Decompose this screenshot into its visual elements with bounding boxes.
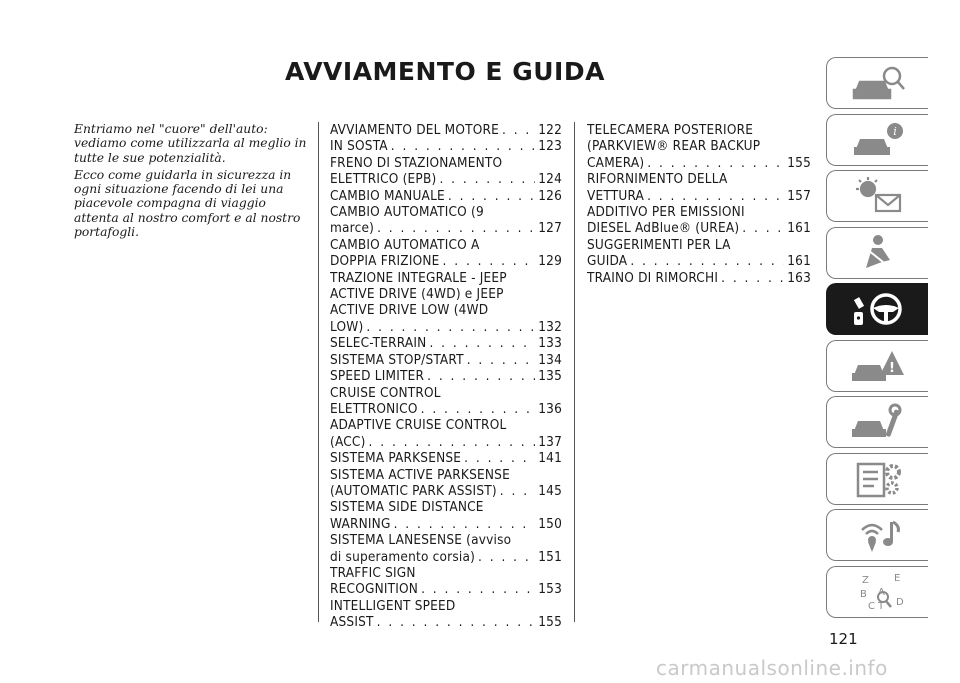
toc-page-number: 127 bbox=[538, 220, 562, 237]
toc-page-number: 157 bbox=[787, 187, 811, 204]
toc-entry-title: TRAINO DI RIMORCHI bbox=[587, 269, 719, 286]
toc-entry-last-line bbox=[330, 352, 562, 368]
toc-entry-last-line bbox=[330, 434, 562, 450]
toc-entry[interactable] bbox=[587, 270, 811, 286]
toc-entry-title: RECOGNITION bbox=[330, 581, 419, 598]
toc-entry-title: ELETTRICO (EPB) bbox=[330, 171, 437, 188]
dot-leader bbox=[369, 434, 536, 450]
toc-entry[interactable] bbox=[330, 450, 562, 466]
toc-entry-last-line bbox=[330, 138, 562, 154]
toc-entry-title: DOPPIA FRIZIONE bbox=[330, 253, 440, 270]
toc-entry[interactable] bbox=[330, 138, 562, 154]
dot-leader bbox=[467, 352, 536, 368]
tab-warning-lights[interactable] bbox=[826, 170, 928, 222]
toc-page-number: 150 bbox=[538, 515, 562, 532]
toc-page-number: 123 bbox=[538, 138, 562, 155]
toc-entry-last-line bbox=[330, 581, 562, 597]
toc-entry[interactable] bbox=[330, 385, 562, 418]
toc-page-number: 126 bbox=[538, 187, 562, 204]
toc-entry-title: SPEED LIMITER bbox=[330, 368, 425, 385]
toc-entry-title: ASSIST bbox=[330, 614, 374, 631]
tab-index[interactable] bbox=[826, 566, 928, 618]
multimedia-music-icon bbox=[848, 514, 908, 556]
svg-text:!: ! bbox=[888, 360, 895, 376]
toc-entry-title: LOW) bbox=[330, 318, 364, 335]
index-letter: E bbox=[893, 572, 900, 584]
tab-starting-and-driving[interactable] bbox=[826, 283, 928, 335]
dot-leader bbox=[443, 253, 536, 269]
toc-page-number: 141 bbox=[538, 450, 562, 467]
toc-entry-last-line bbox=[330, 516, 562, 532]
dot-leader bbox=[427, 368, 535, 384]
toc-column-2 bbox=[587, 122, 811, 286]
toc-entry-title: (AUTOMATIC PARK ASSIST) bbox=[330, 482, 497, 499]
toc-entry-title-line: SUGGERIMENTI PER LA bbox=[587, 236, 731, 253]
toc-entry-last-line bbox=[330, 401, 562, 417]
toc-entry[interactable] bbox=[330, 565, 562, 598]
toc-entry-last-line bbox=[587, 253, 811, 269]
toc-entry-last-line bbox=[330, 614, 562, 630]
toc-entry-last-line bbox=[587, 270, 811, 286]
page-number: 121 bbox=[829, 630, 858, 648]
toc-entry[interactable] bbox=[330, 368, 562, 384]
toc-page-number: 133 bbox=[538, 335, 562, 352]
toc-entry-title: SELEC-TERRAIN bbox=[330, 335, 427, 352]
toc-entry-title-line: ACTIVE DRIVE (4WD) e JEEP bbox=[330, 286, 504, 303]
toc-page-number: 134 bbox=[538, 351, 562, 368]
toc-column-1 bbox=[330, 122, 562, 631]
airbag-seat-icon bbox=[848, 232, 908, 274]
toc-entry[interactable] bbox=[330, 122, 562, 138]
dot-leader bbox=[391, 138, 535, 154]
toc-entry-last-line bbox=[587, 188, 811, 204]
toc-entry-title-line: ADAPTIVE CRUISE CONTROL bbox=[330, 417, 507, 434]
toc-entry-title: VETTURA bbox=[587, 187, 645, 204]
car-warning-triangle-icon bbox=[848, 345, 908, 387]
toc-entry-title-line: SISTEMA LANESENSE (avviso bbox=[330, 532, 512, 549]
toc-page-number: 155 bbox=[787, 154, 811, 171]
chapter-intro bbox=[74, 122, 310, 242]
dot-leader bbox=[502, 122, 535, 138]
svg-text:i: i bbox=[892, 124, 897, 138]
dot-leader bbox=[421, 401, 536, 417]
dot-leader bbox=[439, 171, 535, 187]
toc-entry-title: AVVIAMENTO DEL MOTORE bbox=[330, 122, 499, 138]
toc-entry-last-line bbox=[587, 155, 811, 171]
toc-page-number: 122 bbox=[538, 122, 562, 138]
toc-entry-title: SISTEMA STOP/START bbox=[330, 351, 464, 368]
dot-leader bbox=[377, 614, 536, 630]
page-title: AVVIAMENTO E GUIDA bbox=[285, 57, 605, 86]
toc-entry-title-line: SISTEMA SIDE DISTANCE bbox=[330, 499, 484, 516]
toc-entry[interactable] bbox=[587, 237, 811, 270]
toc-entry[interactable] bbox=[330, 270, 562, 336]
toc-entry-title-line: ADDITIVO PER EMISSIONI bbox=[587, 204, 745, 221]
toc-entry-last-line bbox=[330, 220, 562, 236]
alphabetical-index-icon bbox=[848, 571, 908, 613]
dot-leader bbox=[377, 220, 535, 236]
dot-leader bbox=[429, 335, 535, 351]
dot-leader bbox=[464, 450, 535, 466]
toc-entry-title-line: TRAZIONE INTEGRALE - JEEP bbox=[330, 269, 507, 286]
toc-entry-title: WARNING bbox=[330, 515, 391, 532]
dot-leader bbox=[394, 516, 536, 532]
dot-leader bbox=[742, 220, 784, 236]
toc-page-number: 135 bbox=[538, 368, 562, 385]
toc-entry-title-line: INTELLIGENT SPEED bbox=[330, 597, 456, 614]
toc-entry[interactable] bbox=[330, 237, 562, 270]
toc-entry-title-line: ACTIVE DRIVE LOW (4WD bbox=[330, 302, 489, 319]
toc-entry[interactable] bbox=[587, 204, 811, 237]
toc-entry[interactable] bbox=[587, 171, 811, 204]
toc-entry-last-line bbox=[330, 122, 562, 138]
toc-entry-title-line: FRENO DI STAZIONAMENTO bbox=[330, 154, 503, 171]
toc-page-number: 136 bbox=[538, 400, 562, 417]
toc-entry-title: CAMBIO MANUALE bbox=[330, 187, 445, 204]
toc-page-number: 163 bbox=[787, 269, 811, 286]
toc-entry-title-line: CRUISE CONTROL bbox=[330, 384, 441, 401]
toc-entry-last-line bbox=[330, 368, 562, 384]
car-search-icon bbox=[848, 62, 908, 104]
toc-page-number: 129 bbox=[538, 253, 562, 270]
toc-entry-title: marce) bbox=[330, 220, 375, 237]
tab-emergency[interactable] bbox=[826, 340, 928, 392]
key-steering-wheel-icon bbox=[848, 288, 908, 330]
toc-entry-title: ELETTRONICO bbox=[330, 400, 418, 417]
toc-entry[interactable] bbox=[330, 204, 562, 237]
tab-servicing-and-care[interactable] bbox=[826, 396, 928, 448]
chapter-tabs bbox=[826, 57, 928, 622]
toc-page-number: 132 bbox=[538, 318, 562, 335]
dot-leader bbox=[647, 155, 784, 171]
data-sheet-gear-icon bbox=[848, 458, 908, 500]
toc-page-number: 161 bbox=[787, 253, 811, 270]
car-info-icon bbox=[848, 119, 908, 161]
watermark: carmanualsonline.info bbox=[656, 656, 888, 680]
toc-page-number: 153 bbox=[538, 581, 562, 598]
toc-entry-last-line bbox=[587, 220, 811, 236]
index-letter: D bbox=[895, 596, 904, 608]
toc-entry-title-line: SISTEMA ACTIVE PARKSENSE bbox=[330, 466, 510, 483]
car-wrench-icon bbox=[848, 401, 908, 443]
toc-entry[interactable] bbox=[330, 532, 562, 565]
index-letter: B bbox=[859, 588, 867, 600]
toc-entry[interactable] bbox=[330, 188, 562, 204]
tab-dashboard[interactable] bbox=[826, 114, 928, 166]
toc-entry[interactable] bbox=[330, 499, 562, 532]
index-letter: T bbox=[877, 600, 884, 612]
column-divider bbox=[574, 122, 575, 622]
toc-entry[interactable] bbox=[330, 155, 562, 188]
toc-entry-title: di superamento corsia) bbox=[330, 548, 476, 565]
toc-page-number: 161 bbox=[787, 220, 811, 237]
dot-leader bbox=[366, 319, 535, 335]
toc-entry-last-line bbox=[330, 335, 562, 351]
dot-leader bbox=[721, 270, 784, 286]
toc-entry-title-line: TELECAMERA POSTERIORE bbox=[587, 122, 754, 138]
toc-page-number: 145 bbox=[538, 482, 562, 499]
toc-entry[interactable] bbox=[587, 122, 811, 171]
tab-safety[interactable] bbox=[826, 227, 928, 279]
tab-technical-data[interactable] bbox=[826, 453, 928, 505]
toc-entry-title: GUIDA bbox=[587, 253, 628, 270]
toc-entry[interactable] bbox=[330, 467, 562, 500]
toc-entry-title-line: TRAFFIC SIGN bbox=[330, 564, 416, 581]
toc-entry[interactable] bbox=[330, 598, 562, 631]
column-divider bbox=[318, 122, 319, 622]
toc-entry[interactable] bbox=[330, 352, 562, 368]
toc-page-number: 155 bbox=[538, 614, 562, 631]
toc-entry-title: (ACC) bbox=[330, 433, 366, 450]
toc-entry-title-line: RIFORNIMENTO DELLA bbox=[587, 171, 728, 188]
toc-entry-last-line bbox=[330, 253, 562, 269]
dot-leader bbox=[500, 483, 535, 499]
toc-entry-last-line bbox=[330, 549, 562, 565]
toc-entry-title: CAMERA) bbox=[587, 154, 645, 171]
toc-entry-last-line bbox=[330, 188, 562, 204]
intro-paragraph: Ecco come guidarla in sicurezza in ogni situazione facendo di lei una piacevole compagna di viaggio attenta al nostro comfort e al nostro portafogli. bbox=[74, 167, 301, 240]
intro-paragraph: Entriamo nel "cuore" dell'auto: vediamo come utilizzarla al meglio in tutte le sue potenzialità. bbox=[74, 122, 307, 165]
toc-entry-title: SISTEMA PARKSENSE bbox=[330, 450, 462, 467]
toc-entry-title-line: CAMBIO AUTOMATICO (9 bbox=[330, 204, 484, 221]
tab-multimedia[interactable] bbox=[826, 509, 928, 561]
dot-leader bbox=[448, 188, 535, 204]
toc-entry-last-line bbox=[330, 483, 562, 499]
toc-entry-last-line bbox=[330, 171, 562, 187]
toc-entry-last-line bbox=[330, 450, 562, 466]
toc-entry[interactable] bbox=[330, 417, 562, 450]
toc-entry[interactable] bbox=[330, 335, 562, 351]
dot-leader bbox=[421, 581, 535, 597]
warning-light-envelope-icon bbox=[848, 175, 908, 217]
dot-leader bbox=[630, 253, 784, 269]
toc-entry-title: IN SOSTA bbox=[330, 138, 388, 155]
toc-page-number: 124 bbox=[538, 171, 562, 188]
toc-entry-title-line: (PARKVIEW® REAR BACKUP bbox=[587, 138, 761, 155]
toc-page-number: 151 bbox=[538, 548, 562, 565]
index-letter: Z bbox=[861, 574, 869, 586]
index-letter: A bbox=[877, 586, 885, 598]
index-letter: C bbox=[867, 600, 875, 612]
toc-entry-title: DIESEL AdBlue® (UREA) bbox=[587, 220, 740, 237]
toc-entry-last-line bbox=[330, 319, 562, 335]
toc-page-number: 137 bbox=[538, 433, 562, 450]
tab-getting-to-know-vehicle[interactable] bbox=[826, 57, 928, 109]
dot-leader bbox=[647, 188, 784, 204]
dot-leader bbox=[478, 549, 535, 565]
toc-entry-title-line: CAMBIO AUTOMATICO A bbox=[330, 236, 480, 253]
